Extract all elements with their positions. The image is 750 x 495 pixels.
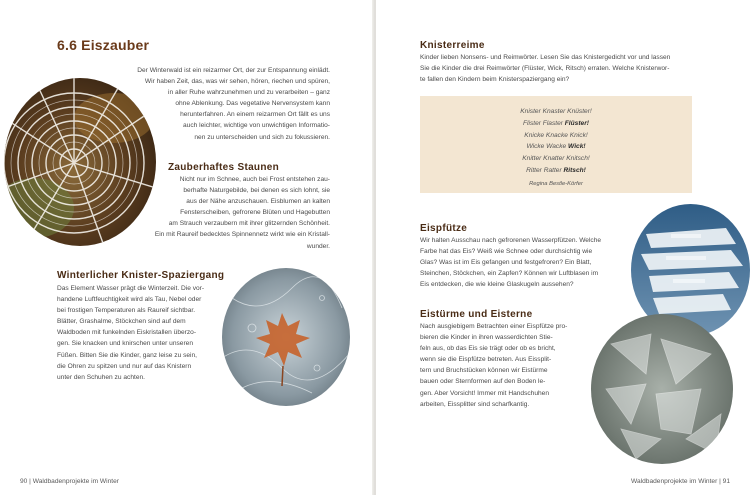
poem-line: Flister Flaster Flüster! (523, 119, 589, 127)
knister-paragraph (57, 283, 222, 383)
text-line: nen zu unterscheiden und sich zu fokussieren. (194, 133, 330, 141)
eispfuetze-paragraph (420, 235, 645, 290)
text-line: Steinchen, Stöckchen, ein Zapfen? Können wir Luftblasen im (420, 270, 599, 278)
section-heading-eistuerme: Eistürme und Eisterne (420, 309, 533, 320)
poem-line: Ritter Ratter Ritsch! (526, 166, 586, 174)
text-line: die Ohren zu spitzen und nur auf das Knistern (57, 362, 192, 370)
text-line: in aller Ruhe wahrzunehmen und zu verarbeiten – ganz (167, 89, 330, 97)
text-line: handene Luftfeuchtigkeit wird als Tau, Nebel oder (57, 296, 202, 304)
knisterreime-paragraph (420, 52, 720, 85)
text-line: Der Winterwald ist ein reizarmer Ort, der zur Entspannung einlädt. (137, 67, 330, 74)
text-line: herunterfahren. An einem reizarmen Ort fällt es uns (180, 111, 330, 119)
text-line: Blätter, Grashalme, Stöckchen sind auf dem (57, 318, 186, 326)
text-line: Ein mit Raureif bedecktes Spinnennetz wirkt wie ein Kristall- (154, 231, 330, 239)
text-line: Waldboden mit funkelnden Eiskristallen überzo- (57, 329, 197, 337)
text-line: am Strauch verzaubern mit ihrer glitzernden Schönheit. (168, 220, 330, 228)
text-line: Fensterscheiben, gefrorene Blüten und Hagebutten (180, 209, 330, 217)
text-line: Glas? Was ist im Eis gefangen und festgefroren? Ein Blatt, (420, 259, 592, 267)
text-line: tern und Bruchstücken können wir Eistürme (420, 367, 548, 375)
poem-line: Knitter Knatter Knitsch! (522, 155, 590, 163)
spiderweb-photo (4, 78, 156, 246)
text-line: Sie die Kinder die drei Reimwörter (Flüster, Wick, Ritsch) erraten. Welche Knisterwor- (420, 65, 670, 73)
poem-author: Regina Bestle-Körfer (529, 180, 583, 187)
frozen-leaf-photo (222, 268, 350, 406)
poem-line: Knicke Knacke Knick! (524, 131, 588, 139)
footer-right: Waldbadenprojekte im Winter | 91 (631, 478, 730, 485)
section-heading-eispfuetze: Eispfütze (420, 223, 468, 234)
staunen-paragraph (140, 174, 330, 252)
poem (420, 106, 692, 191)
text-line: Eis entdecken, die wie kleine Glaskugeln aussehen? (420, 281, 574, 289)
text-line: Wir halten Ausschau nach gefrorenen Wasserpfützen. Welche (420, 237, 602, 244)
eistuerme-paragraph (420, 321, 588, 410)
text-line: unter den Schuhen zu achten. (57, 373, 145, 381)
text-line: te fallen den Kindern beim Knisterspaziergang ein? (420, 76, 570, 84)
text-line: bauen oder Sternformen auf den Boden le- (420, 378, 546, 386)
text-line: aus der Nähe anzuschauen. Eisblumen an kalten (186, 198, 330, 206)
poem-line: Wicke Wacke Wick! (526, 143, 586, 151)
text-line: Füßen. Bitten Sie die Kinder, ganz leise zu sein, (57, 351, 198, 359)
text-line: Nicht nur im Schnee, auch bei Frost entstehen zau- (179, 176, 330, 183)
text-line: Nach ausgiebigem Betrachten einer Eispfütze pro- (420, 323, 568, 330)
text-line: ohne Ablenkung. Das vegetative Nervensystem kann (175, 100, 330, 108)
text-line: wenn sie die Eispfütze betreten. Aus Eissplit- (420, 356, 552, 364)
text-line: arbeiten, Eissplitter sind scharfkantig. (420, 400, 530, 408)
poem-box (420, 96, 692, 193)
text-line: auch leichter, wichtige von unwichtigen Informatio- (183, 122, 330, 130)
text-line: wunder. (306, 242, 330, 250)
section-heading-knisterreime: Knisterreime (420, 40, 485, 51)
text-line: Wir haben Zeit, das, was wir sehen, hören, riechen und spüren, (144, 78, 330, 86)
section-heading-knister: Winterlicher Knister-Spaziergang (57, 270, 225, 281)
right-page (376, 0, 750, 495)
left-page (0, 0, 374, 495)
text-line: feln aus, ob das Eis sie trägt oder ob es bricht, (420, 345, 556, 353)
text-line: bei frostigen Temperaturen als Raureif sichtbar. (57, 307, 196, 315)
poem-line: Knister Knaster Knüster! (520, 108, 592, 115)
text-line: gen. Aber Vorsicht! Immer mit Handschuhen (420, 389, 550, 397)
chapter-title: 6.6 Eiszauber (57, 37, 150, 53)
footer-left: 90 | Waldbadenprojekte im Winter (20, 478, 119, 485)
text-line: Farbe hat das Eis? Weiß wie Schnee oder durchsichtig wie (420, 248, 593, 256)
text-line: berhafte Naturgebilde, bei denen es sich lohnt, sie (183, 187, 330, 195)
text-line: Kinder lieben Nonsens- und Reimwörter. Lesen Sie das Knistergedicht vor und lassen (420, 54, 671, 61)
text-line: bieren die Kinder in ihren wasserdichten Stie- (420, 334, 553, 342)
section-heading-staunen: Zauberhaftes Staunen (168, 162, 280, 173)
text-line: Das Element Wasser prägt die Winterzeit. Die vor- (57, 285, 205, 292)
ice-shards-photo (591, 314, 733, 464)
text-line: gen. Sie knacken und knirschen unter unseren (57, 340, 193, 348)
